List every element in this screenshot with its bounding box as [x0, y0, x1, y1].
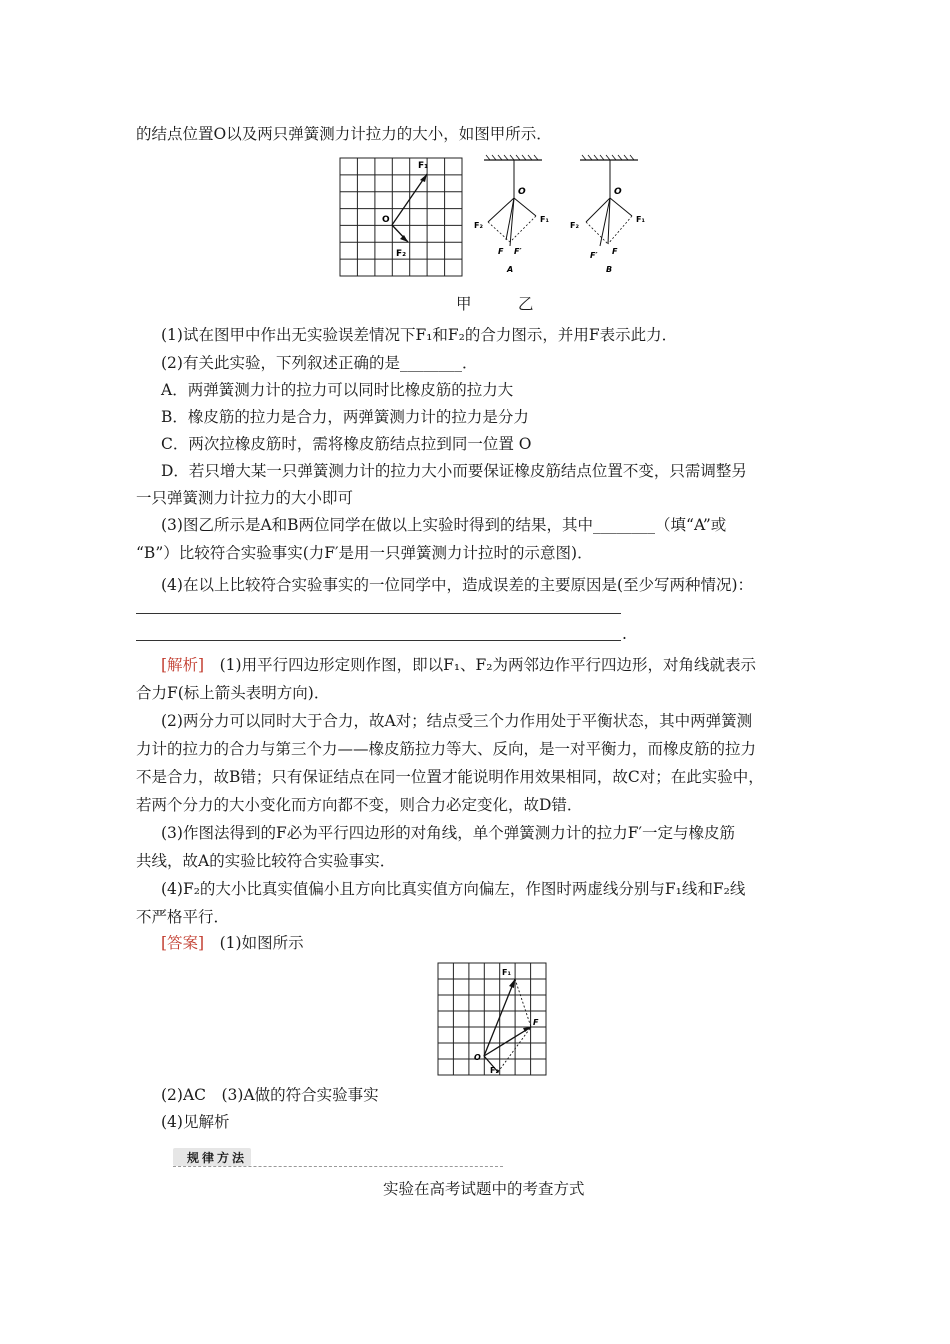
svg-text:F₁: F₁ [636, 215, 645, 224]
analysis-p2-line1: (2)两分力可以同时大于合力，故A对；结点受三个力作用处于平衡状态，其中两弹簧测 [161, 712, 753, 730]
caption-jia: 甲 [456, 295, 472, 313]
question-4: (4)在以上比较符合实验事实的一位同学中，造成误差的主要原因是(至少写两种情况)： [161, 576, 754, 594]
law-method-header [173, 1148, 503, 1168]
svg-text:F′: F′ [590, 251, 598, 260]
label-a: A [507, 265, 514, 274]
analysis-p4-line2: 不严格平行． [136, 908, 230, 926]
answer-blank-1[interactable] [136, 613, 621, 614]
section-title: 实验在高考试题中的考查方式 [383, 1180, 585, 1198]
option-d-line2: 一只弹簧测力计拉力的大小即可 [136, 489, 354, 507]
label-o: O [382, 215, 390, 225]
analysis-p1-line1: [解析] (1)用平行四边形定则作图，即以F₁、F₂为两邻边作平行四边形，对角线就表示 [161, 656, 757, 674]
figure-jia [338, 156, 466, 280]
question-3-line1: (3)图乙所示是A和B两位同学在做以上实验时得到的结果，其中________（填“A”或 [161, 516, 727, 534]
label-f1: F₁ [418, 161, 429, 171]
svg-text:F₁: F₁ [502, 968, 511, 977]
option-a: A．两弹簧测力计的拉力可以同时比橡皮筋的拉力大 [161, 381, 514, 399]
question-1: (1)试在图甲中作出无实验误差情况下F₁和F₂的合力图示，并用F表示此力． [161, 326, 678, 344]
svg-text:O: O [518, 187, 526, 197]
answer-blank-2[interactable] [136, 640, 621, 641]
analysis-p2-line4: 若两个分力的大小变化而方向都不变，则合力必定变化，故D错． [136, 796, 583, 814]
caption-yi: 乙 [518, 295, 534, 313]
answer-tag: [答案] [161, 934, 205, 952]
analysis-p2-line2: 力计的拉力的合力与第三个力——橡皮筋拉力等大、反向，是一对平衡力，而橡皮筋的拉力 [136, 740, 757, 758]
svg-text:F₂: F₂ [570, 221, 579, 230]
svg-text:F₂: F₂ [490, 1066, 499, 1075]
option-c: C．两次拉橡皮筋时，需将橡皮筋结点拉到同一位置 O [161, 435, 532, 453]
question-2: (2)有关此实验，下列叙述正确的是________． [161, 354, 478, 372]
analysis-p2-line3: 不是合力，故B错；只有保证结点在同一位置才能说明作用效果相同，故C对；在此实验中， [136, 768, 764, 786]
svg-text:F₁: F₁ [540, 215, 549, 224]
question-3-line2: “B”）比较符合实验事实(力F′是用一只弹簧测力计拉时的示意图)． [136, 544, 593, 562]
svg-text:O: O [474, 1053, 481, 1062]
label-f2: F₂ [396, 249, 407, 259]
answer-line-2: (2)AC (3)A做的符合实验事实 [161, 1086, 379, 1104]
svg-text:O: O [614, 187, 622, 197]
svg-text:F: F [533, 1018, 539, 1027]
intro-text: 的结点位置O以及两只弹簧测力计拉力的大小，如图甲所示． [136, 125, 552, 143]
law-method-label: 规律方法 [187, 1151, 248, 1165]
analysis-p3-line2: 共线，故A的实验比较符合实验事实． [136, 852, 396, 870]
analysis-p3-line1: (3)作图法得到的F必为平行四边形的对角线，单个弹簧测力计的拉力F′一定与橡皮筋 [161, 824, 735, 842]
label-b: B [606, 265, 613, 274]
svg-text:F′: F′ [514, 247, 522, 256]
svg-text:F₂: F₂ [474, 221, 483, 230]
answer-line-3: (4)见解析 [161, 1113, 230, 1131]
option-d-line1: D．若只增大某一只弹簧测力计的拉力大小而要保证橡皮筋结点位置不变，只需调整另 [161, 462, 747, 480]
option-b: B．橡皮筋的拉力是合力，两弹簧测力计的拉力是分力 [161, 408, 529, 426]
svg-text:F: F [498, 247, 504, 256]
analysis-p1-line2: 合力F(标上箭头表明方向)． [136, 684, 330, 702]
blank-period: . [622, 625, 627, 643]
answer-figure [436, 961, 550, 1077]
answer-line-1: [答案] (1)如图所示 [161, 934, 304, 952]
figure-yi-b [566, 154, 656, 280]
figure-yi-a [470, 154, 560, 280]
svg-text:F: F [612, 247, 618, 256]
analysis-p4-line1: (4)F₂的大小比真实值偏小且方向比真实值方向偏左，作图时两虚线分别与F₁线和F₂线 [161, 880, 746, 898]
analysis-tag: [解析] [161, 656, 205, 674]
